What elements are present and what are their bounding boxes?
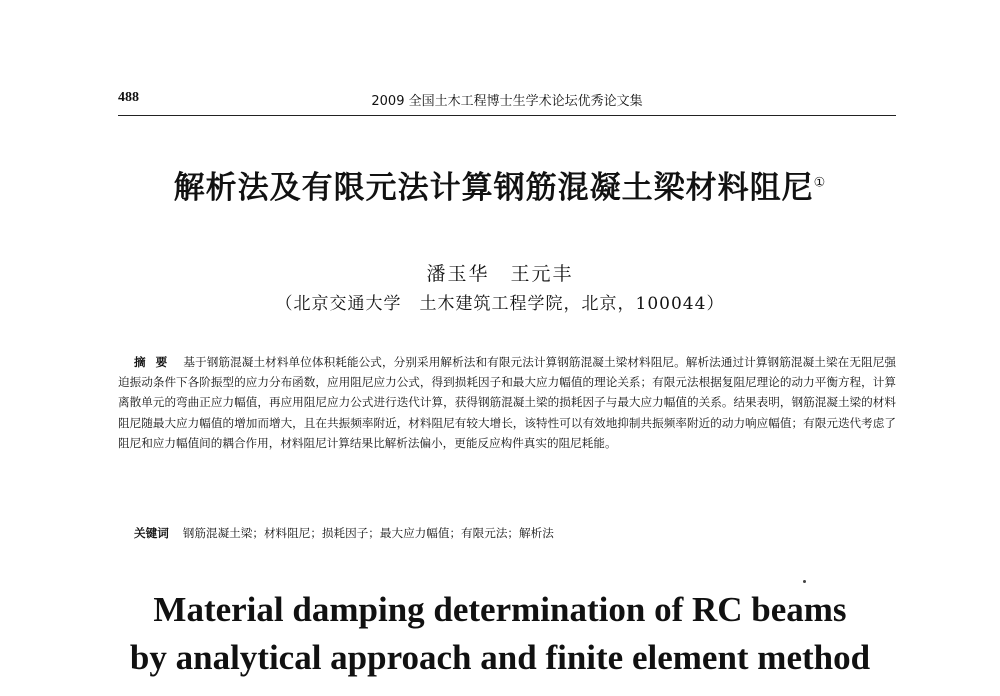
- english-title-line-2: by analytical approach and finite element method: [129, 638, 871, 677]
- keywords-text: 钢筋混凝土梁；材料阻尼；损耗因子；最大应力幅值；有限元法；解析法: [182, 526, 554, 540]
- abstract-text: 基于钢筋混凝土材料单位体积耗能公式，分别采用解析法和有限元法计算钢筋混凝土梁材料阻尼。解析法通过计算钢筋混凝土梁在无阻尼强迫振动条件下各阶振型的应力分布函数，应用阻尼应力公式，得到损耗因子和最大应力幅值的理论关系；有限元法根据复阻尼理论的动力平衡方程，计算离散单元的弯曲正应力幅值，再应用阻尼应力公式进行迭代计算，获得钢筋混凝土梁的损耗因子与最大应力幅值的关系。结果表明，钢筋混凝土梁的材料阻尼随最大应力幅值的增加而增大，且在共振频率附近，材料阻尼有较大增长，该特性可以有效地抑制共振频率附近的动力响应幅值；有限元迭代考虑了阻尼和应力幅值间的耦合作用，材料阻尼计算结果比解析法偏小，更能反应构件真实的阻尼耗能。: [118, 355, 896, 450]
- chinese-title-text: 解析法及有限元法计算钢筋混凝土梁材料阻尼: [173, 170, 814, 206]
- footnote-mark: ①: [813, 175, 827, 191]
- affiliation: （北京交通大学 土木建筑工程学院，北京，100044）: [275, 294, 725, 314]
- page-number: 488: [118, 90, 139, 105]
- abstract-label: 摘要: [134, 355, 178, 369]
- authors: 潘玉华 王元丰: [426, 263, 574, 285]
- keywords: [118, 525, 896, 541]
- chinese-title: [100, 162, 900, 207]
- english-title-line-1: Material damping determination of RC beams: [153, 590, 847, 629]
- header-rule: [118, 115, 896, 116]
- keywords-label: 关键词: [134, 526, 169, 540]
- running-header: [118, 90, 896, 112]
- stray-mark: [803, 580, 806, 583]
- abstract: [118, 352, 896, 453]
- journal-title: 2009 全国土木工程博士生学术论坛优秀论文集: [371, 94, 643, 109]
